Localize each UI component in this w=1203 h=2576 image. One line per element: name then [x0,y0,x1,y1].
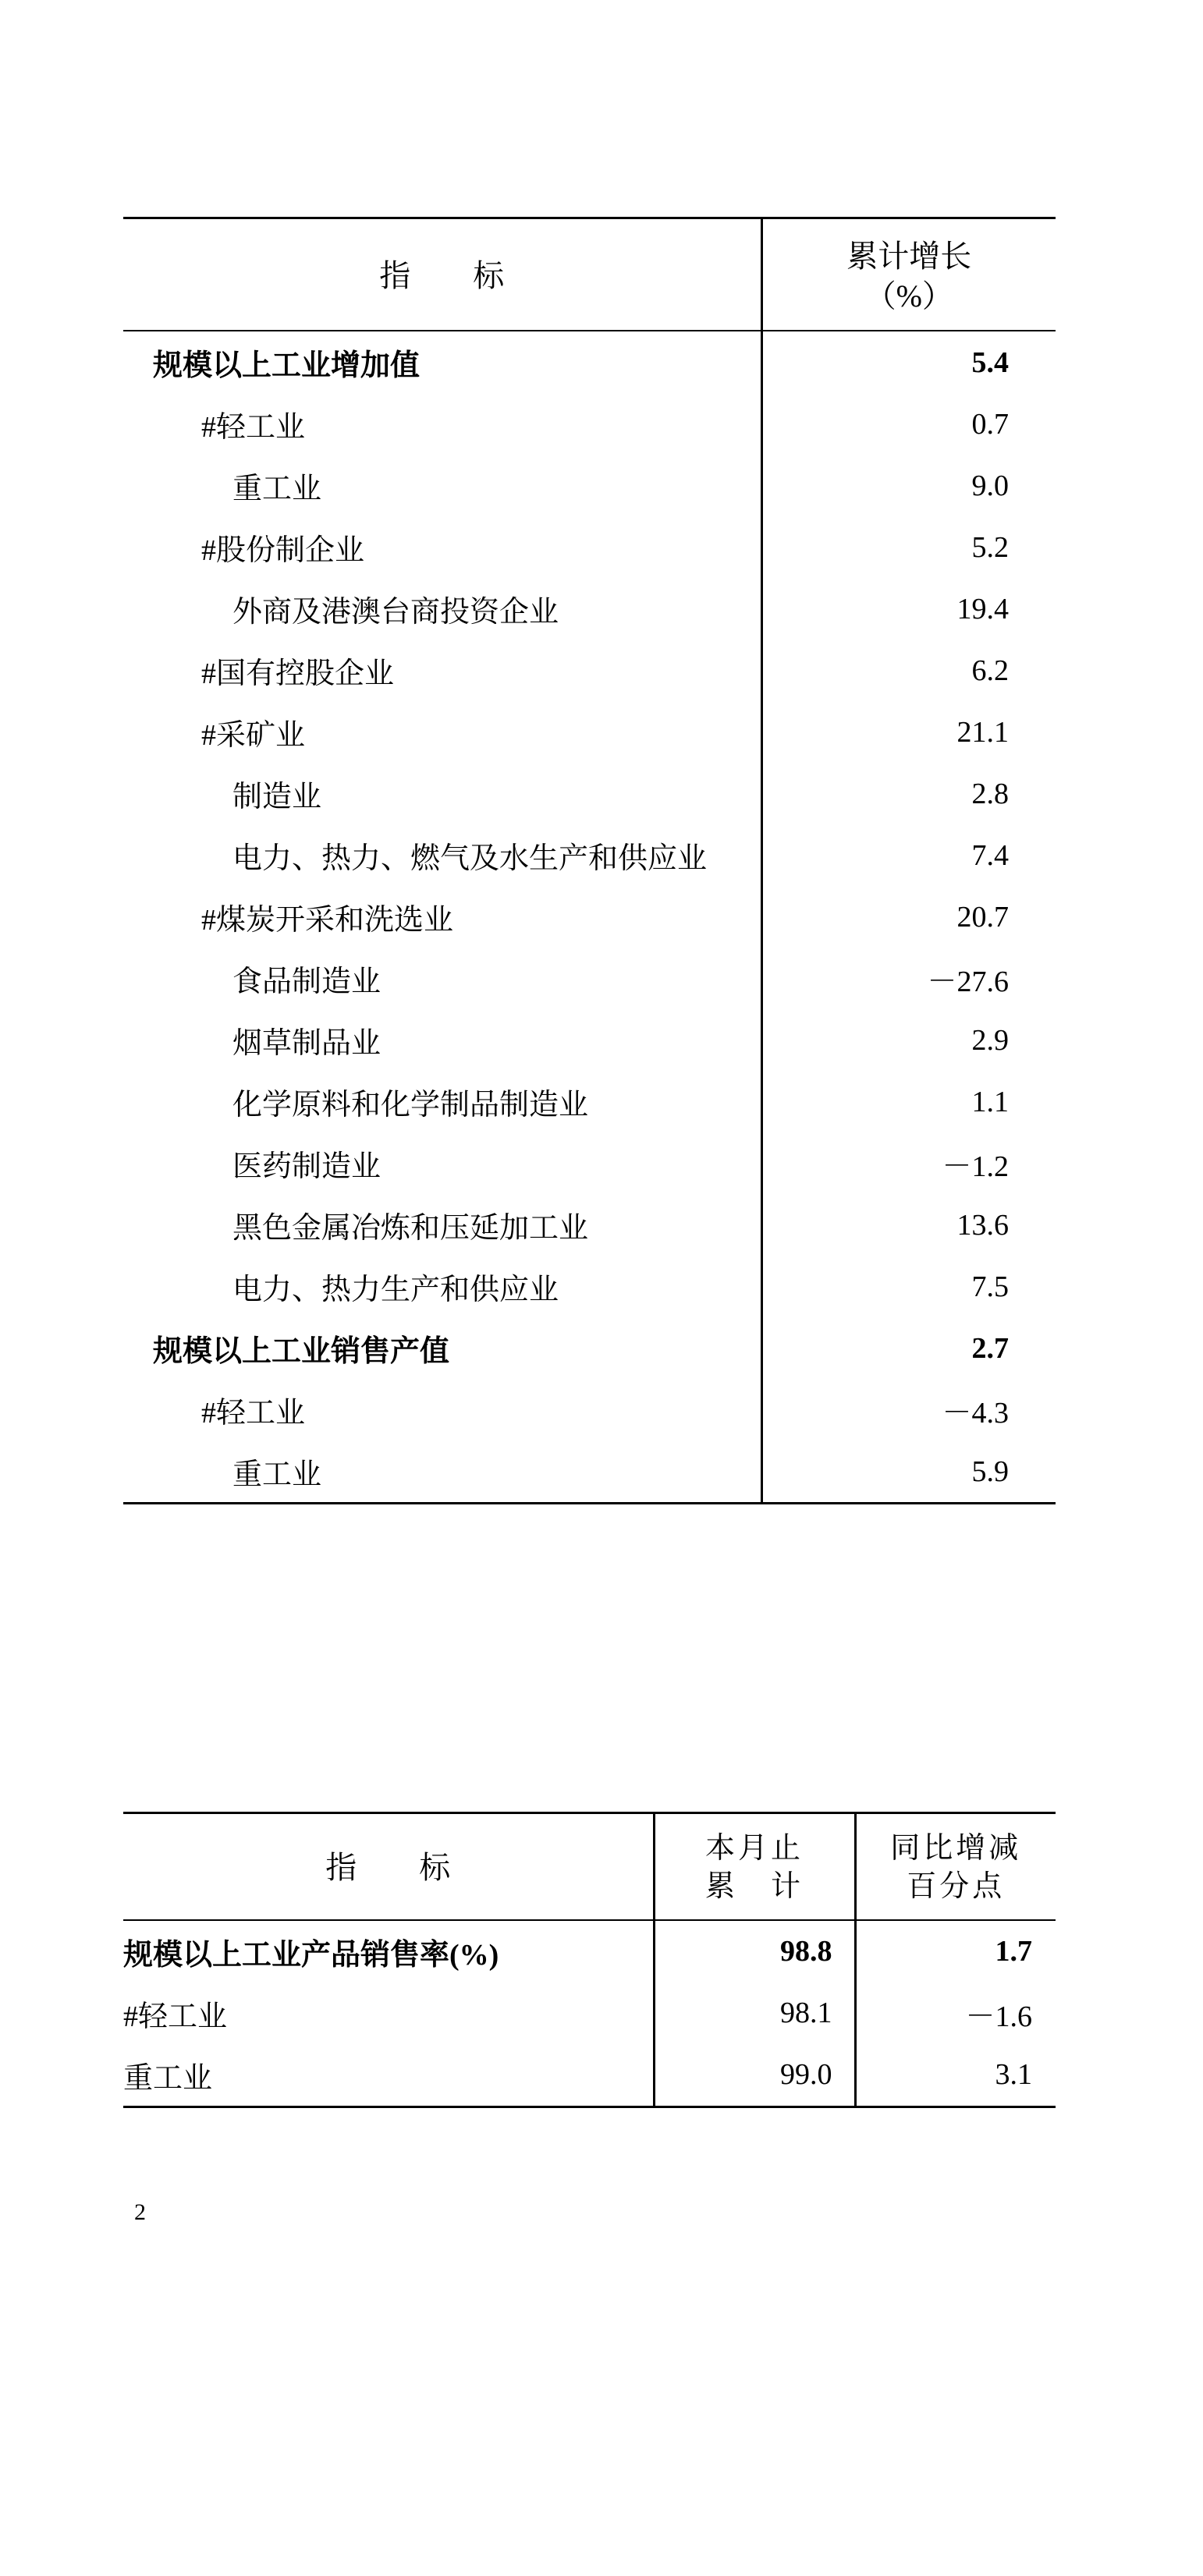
row-label: 规模以上工业增加值 [123,331,761,393]
table-row [123,1009,1056,1071]
table1-header-growth-line1: 累计增长 [846,239,972,274]
row-label: 规模以上工业销售产值 [123,1317,761,1379]
row-label: 电力、热力、燃气及水生产和供应业 [123,824,761,886]
table1-header-growth [761,218,1056,331]
table2-header-yoy-line1: 同比增减 [890,1832,1022,1865]
table1-header-indicator: 指 标 [123,218,761,331]
table-row [123,1920,1056,1982]
row-label: #采矿业 [123,701,761,763]
table1-header-growth-line2: （%） [864,278,953,314]
page-number: 2 [134,2199,146,2225]
row-value: －27.6 [927,966,1009,999]
table-row [123,1982,1056,2044]
row-label: #轻工业 [123,1982,654,2044]
table2-header-indicator: 指 标 [123,1813,654,1920]
table-row [123,1194,1056,1256]
table-row [123,331,1056,393]
row-value: 5.2 [971,530,1009,564]
row-label: 黑色金属冶炼和压延加工业 [123,1194,761,1256]
table-row [123,516,1056,578]
table-row [123,1440,1056,1504]
table1-body [123,218,1056,1504]
row-value: 9.0 [971,469,1009,502]
industrial-value-added-table [123,217,1056,1504]
table2-header-cumulative [654,1813,855,1920]
table-row [123,948,1056,1009]
row-label: 化学原料和化学制品制造业 [123,1071,761,1132]
row-value: 2.9 [971,1023,1009,1057]
row-value: 19.4 [956,592,1009,625]
table1-header-row [123,218,1056,331]
row-label: 外商及港澳台商投资企业 [123,578,761,640]
table2-header-yoy [855,1813,1056,1920]
table-row [123,824,1056,886]
table-row [123,393,1056,455]
product-sales-rate-table [123,1812,1056,2108]
row-value: 5.4 [971,345,1009,379]
row-value-yoy: －1.6 [965,2000,1032,2033]
row-value-yoy: 3.1 [855,2044,1056,2107]
row-value: 13.6 [956,1208,1009,1242]
table2-header-yoy-line2: 百分点 [907,1870,1006,1904]
row-label: 重工业 [123,1440,761,1504]
row-value: 1.1 [971,1085,1009,1118]
table-row [123,2044,1056,2107]
table-row [123,1132,1056,1194]
row-label: 食品制造业 [123,948,761,1009]
table-row [123,578,1056,640]
table2-header-cumulative-line2: 累 计 [704,1870,804,1904]
row-value-cumulative: 98.8 [654,1920,855,1982]
row-label: #轻工业 [123,1379,761,1440]
row-value: 7.4 [971,838,1009,872]
row-value: 0.7 [971,407,1009,441]
row-label: 制造业 [123,763,761,824]
row-value: 5.9 [761,1440,1056,1504]
row-label: 电力、热力生产和供应业 [123,1256,761,1317]
row-label: #股份制企业 [123,516,761,578]
table-row [123,1379,1056,1440]
row-value: －4.3 [942,1397,1009,1430]
table2-header-cumulative-line1: 本月止 [704,1832,804,1865]
row-value: 20.7 [956,900,1009,934]
row-label: 医药制造业 [123,1132,761,1194]
table2-header-row [123,1813,1056,1920]
table-row [123,763,1056,824]
table-row [123,1071,1056,1132]
row-label: #轻工业 [123,393,761,455]
table-row [123,886,1056,948]
row-label: 重工业 [123,455,761,516]
row-value: 2.7 [971,1331,1009,1365]
row-label: 烟草制品业 [123,1009,761,1071]
row-label: #国有控股企业 [123,640,761,701]
table-row [123,701,1056,763]
table-row [123,640,1056,701]
table-row [123,1256,1056,1317]
row-value: 21.1 [956,715,1009,749]
row-value: 7.5 [971,1270,1009,1303]
row-value-cumulative: 98.1 [654,1982,855,2044]
row-label: #煤炭开采和洗选业 [123,886,761,948]
row-value: 6.2 [971,654,1009,687]
table2-body [123,1813,1056,2107]
row-value: 2.8 [971,777,1009,810]
row-label: 重工业 [123,2044,654,2107]
row-label: 规模以上工业产品销售率(%) [123,1920,654,1982]
row-value-cumulative: 99.0 [654,2044,855,2107]
table-row [123,1317,1056,1379]
row-value-yoy: 1.7 [995,1935,1032,1968]
table-row [123,455,1056,516]
row-value: －1.2 [942,1150,1009,1184]
